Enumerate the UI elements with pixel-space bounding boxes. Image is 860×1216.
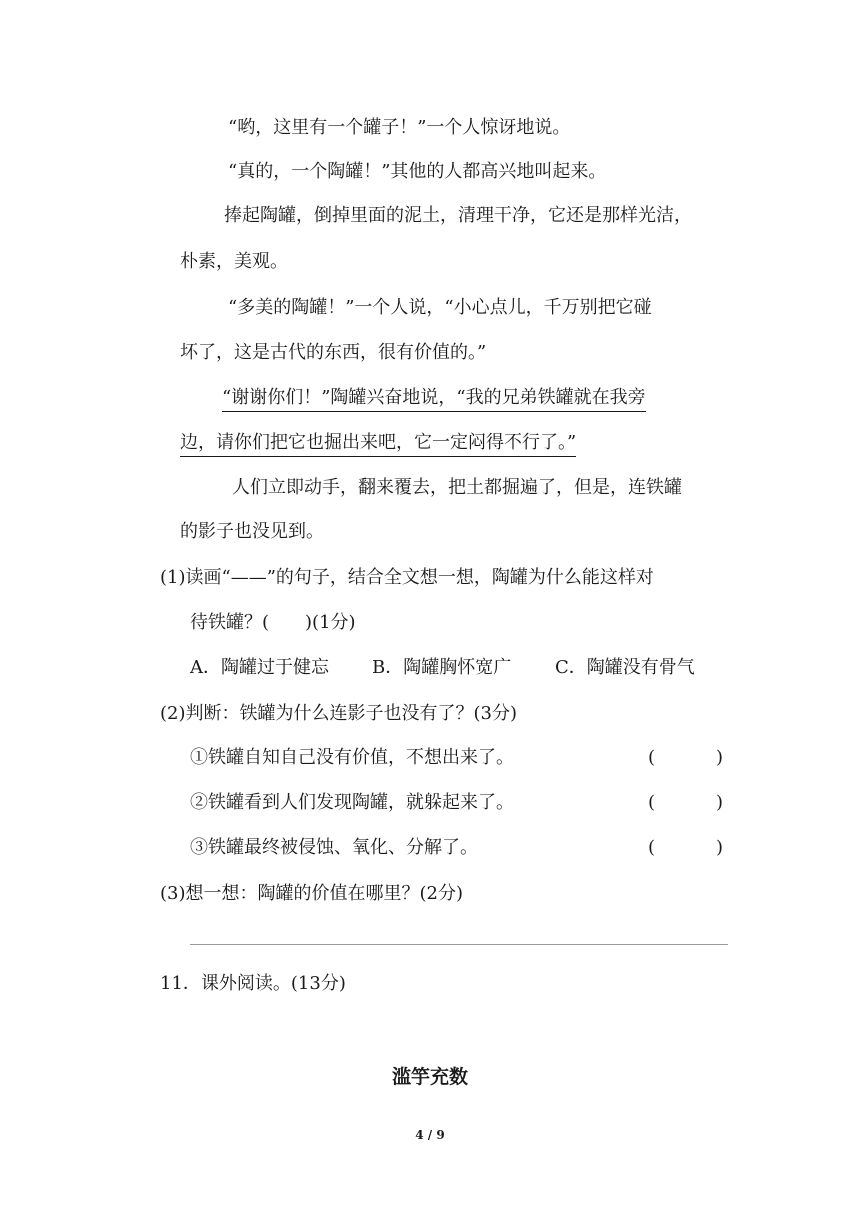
underlined-sentence: 边，请你们把它也掘出来吧，它一定闷得不行了。” xyxy=(180,432,576,457)
page-number: 4 / 9 xyxy=(415,1128,445,1142)
option-a: A．陶罐过于健忘 xyxy=(190,657,329,678)
passage-line: 人们立即动手，翻来覆去，把土都掘遍了，但是，连铁罐 xyxy=(232,477,682,498)
judge-item: ②铁罐看到人们发现陶罐，就躲起来了。 xyxy=(190,792,514,813)
answer-paren-close: ) xyxy=(716,837,724,858)
question-1: (1)读画“——”的句子，结合全文想一想，陶罐为什么能这样对 xyxy=(160,567,654,588)
answer-paren-open: ( xyxy=(648,792,656,813)
answer-paren-close: ) xyxy=(716,792,724,813)
answer-paren-close: ) xyxy=(716,747,724,768)
judge-item: ①铁罐自知自己没有价值，不想出来了。 xyxy=(190,747,514,768)
passage-line: “多美的陶罐！”一个人说，“小心点儿，千万别把它碰 xyxy=(228,297,652,318)
underlined-sentence: “谢谢你们！”陶罐兴奋地说，“我的兄弟铁罐就在我旁 xyxy=(222,387,646,412)
section-title: 滥竽充数 xyxy=(391,1066,468,1088)
question-1-cont: 待铁罐？( )(1分) xyxy=(190,612,356,633)
underlined-sentence-line xyxy=(180,431,576,455)
option-b: B．陶罐胸怀宽广 xyxy=(372,657,512,678)
question-3: (3)想一想：陶罐的价值在哪里？(2分) xyxy=(160,883,463,904)
passage-line: “哟，这里有一个罐子！”一个人惊讶地说。 xyxy=(228,117,571,138)
option-c: C．陶罐没有骨气 xyxy=(555,657,695,678)
passage-line: 捧起陶罐，倒掉里面的泥土，清理干净，它还是那样光洁， xyxy=(224,205,692,226)
answer-paren-open: ( xyxy=(648,837,656,858)
answer-paren-open: ( xyxy=(648,747,656,768)
passage-line: 的影子也没见到。 xyxy=(180,521,324,542)
passage-line: “真的，一个陶罐！”其他的人都高兴地叫起来。 xyxy=(228,161,607,182)
underlined-sentence-line xyxy=(222,386,646,410)
question-11: 11．课外阅读。(13分) xyxy=(160,973,346,994)
question-2: (2)判断：铁罐为什么连影子也没有了？(3分) xyxy=(160,703,517,724)
passage-line: 坏了，这是古代的东西，很有价值的。” xyxy=(180,342,487,363)
passage-line: 朴素，美观。 xyxy=(180,251,288,272)
judge-item: ③铁罐最终被侵蚀、氧化、分解了。 xyxy=(190,837,478,858)
answer-line xyxy=(190,944,728,945)
